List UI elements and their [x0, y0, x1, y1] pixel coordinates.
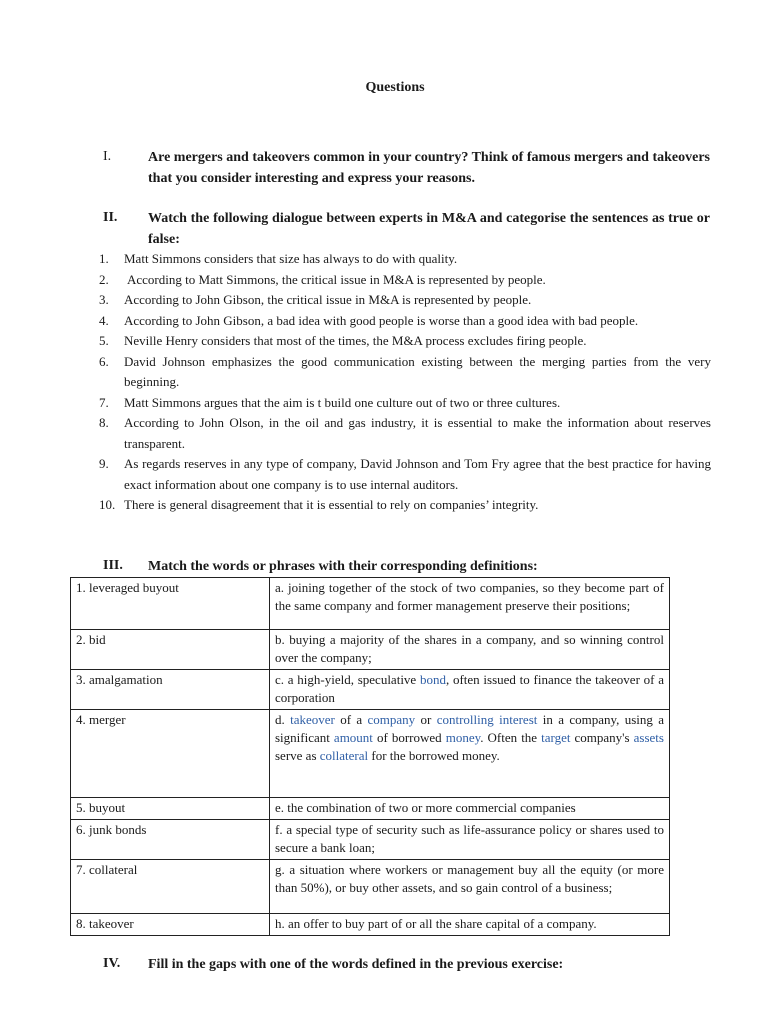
table-row	[71, 710, 670, 798]
term-cell: 6. junk bonds	[71, 820, 270, 860]
statement-text: As regards reserves in any type of company, David Johnson and Tom Fry agree that the best practice for having exact information about one company is to use internal auditors.	[124, 456, 711, 492]
term-cell: 1. leveraged buyout	[71, 578, 270, 630]
statement-text: There is general disagreement that it is essential to rely on companies’ integrity.	[124, 497, 539, 512]
table-row	[71, 630, 670, 670]
statement-item	[99, 311, 711, 332]
statement-number: 8.	[99, 415, 109, 430]
table-row	[71, 798, 670, 820]
statement-text: According to John Gibson, the critical issue in M&A is represented by people.	[124, 292, 532, 307]
link-controlling-interest[interactable]: controlling interest	[436, 712, 538, 727]
statement-number: 10.	[99, 497, 116, 512]
def-text: for the borrowed money.	[368, 748, 500, 763]
statement-number: 6.	[99, 353, 109, 369]
term-cell: 8. takeover	[71, 914, 270, 936]
section-1-question: Are mergers and takeovers common in your country? Think of famous mergers and takeovers that you consider interesting and express your reasons.	[148, 150, 710, 186]
section-2-instruction: Watch the following dialogue between experts in M&A and categorise the sentences as true or false:	[148, 211, 710, 247]
link-collateral[interactable]: collateral	[319, 748, 369, 763]
statement-item	[99, 290, 711, 311]
statement-item	[99, 495, 711, 516]
def-text: or	[415, 712, 437, 727]
statement-text: Matt Simmons argues that the aim is t build one culture out of two or three cultures.	[124, 394, 561, 410]
term-cell: 2. bid	[71, 630, 270, 670]
section-4-numeral: IV.	[103, 956, 121, 971]
statement-text: David Johnson emphasizes the good communication existing between the merging parties from the very beginning.	[124, 353, 711, 389]
section-1-numeral: I.	[103, 149, 112, 164]
statement-item	[99, 249, 711, 270]
table-row	[71, 670, 670, 710]
statement-item	[99, 393, 711, 414]
term-cell: 7. collateral	[71, 860, 270, 914]
term-cell: 3. amalgamation	[71, 670, 270, 710]
def-text: of a	[334, 712, 368, 727]
section-3-numeral: III.	[103, 558, 123, 573]
definition-cell: a. joining together of the stock of two companies, so they become part of the same company and former management preserve their positions;	[270, 578, 670, 630]
statement-item	[99, 270, 711, 291]
statement-number: 1.	[99, 251, 109, 266]
statement-number: 4.	[99, 312, 109, 328]
matching-table	[70, 577, 670, 936]
section-4-instruction: Fill in the gaps with one of the words defined in the previous exercise:	[148, 957, 564, 972]
link-assets[interactable]: assets	[633, 730, 664, 745]
table-row	[71, 860, 670, 914]
section-2-numeral: II.	[103, 210, 118, 225]
link-takeover[interactable]: takeover	[290, 712, 335, 727]
table-row	[71, 578, 670, 630]
table-row	[71, 820, 670, 860]
statement-number: 3.	[99, 292, 109, 307]
definition-cell	[270, 710, 670, 798]
statement-text: Matt Simmons considers that size has always to do with quality.	[124, 251, 458, 266]
definition-cell: f. a special type of security such as life-assurance policy or shares used to secure a bank loan;	[270, 820, 670, 860]
definition-cell	[270, 670, 670, 710]
def-text: in a company, using a significant	[275, 712, 665, 745]
link-amount[interactable]: amount	[333, 730, 373, 745]
statement-number: 9.	[99, 456, 109, 471]
statement-text: According to John Olson, in the oil and gas industry, it is essential to make the information about reserves transparent.	[124, 415, 711, 451]
statement-item	[99, 413, 711, 454]
def-text: d.	[275, 712, 291, 727]
statement-text: According to John Gibson, a bad idea with good people is worse than a good idea with bad people.	[124, 312, 639, 328]
statement-item	[99, 331, 711, 352]
def-text: c. a high-yield, speculative	[275, 672, 420, 687]
term-cell: 4. merger	[71, 710, 270, 798]
link-company[interactable]: company	[367, 712, 416, 727]
term-cell: 5. buyout	[71, 798, 270, 820]
statement-number: 2.	[99, 271, 109, 287]
definition-cell: h. an offer to buy part of or all the share capital of a company.	[270, 914, 670, 936]
statement-text: According to Matt Simmons, the critical issue in M&A is represented by people.	[127, 271, 546, 287]
definition-cell: b. buying a majority of the shares in a company, and so winning control over the company;	[270, 630, 670, 670]
def-text: of borrowed	[372, 730, 446, 745]
link-bond[interactable]: bond	[419, 672, 446, 687]
statement-item	[99, 454, 711, 495]
statement-number: 5.	[99, 333, 109, 348]
link-target[interactable]: target	[541, 730, 571, 745]
definition-cell: e. the combination of two or more commercial companies	[270, 798, 670, 820]
page-title: Questions	[365, 80, 425, 95]
definition-cell: g. a situation where workers or management buy all the equity (or more than 50%), or buy other assets, and so gain control of a business;	[270, 860, 670, 914]
link-money[interactable]: money	[445, 730, 481, 745]
def-text: serve as	[275, 748, 320, 763]
statement-text: Neville Henry considers that most of the times, the M&A process excludes firing people.	[124, 333, 587, 348]
statement-number: 7.	[99, 394, 109, 410]
def-text: . Often the	[480, 730, 542, 745]
true-false-statements	[99, 249, 711, 516]
section-3-instruction: Match the words or phrases with their corresponding definitions:	[148, 559, 538, 574]
def-text: , often issued to finance the takeover of a corporation	[275, 672, 664, 705]
statement-item	[99, 352, 711, 393]
def-text: company's	[570, 730, 634, 745]
table-row	[71, 914, 670, 936]
